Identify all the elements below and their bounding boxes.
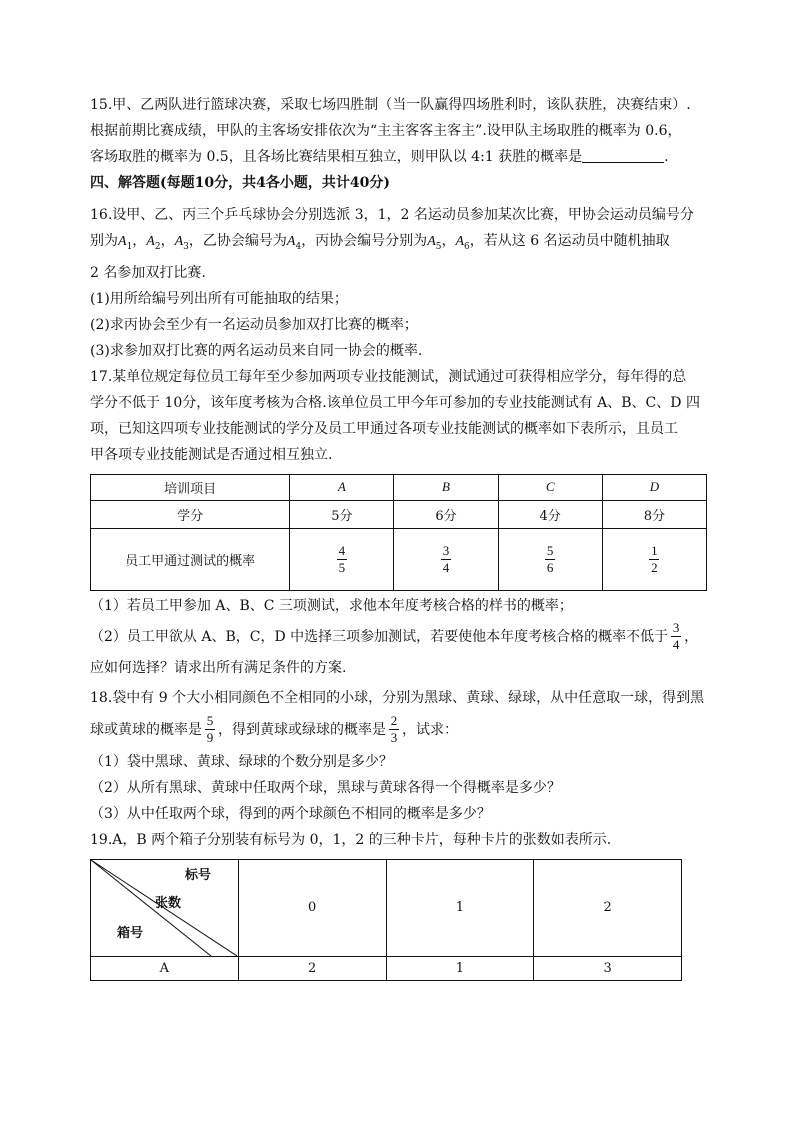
table-cell (602, 528, 706, 590)
q16-part-3: (3)求参加双打比赛的两名运动员来自同一协会的概率. (90, 342, 423, 359)
table-row (91, 528, 707, 590)
q15-line-3 (90, 144, 710, 170)
diagonal-header (91, 860, 238, 956)
fraction (389, 714, 399, 745)
table-header: D (602, 474, 706, 500)
fraction (441, 544, 451, 575)
sub-3: 3 (183, 241, 189, 252)
diag-label-top: 标号 (185, 867, 212, 883)
q17-part-2-cont: 应如何选择？请求出所有满足条件的方案. (90, 659, 347, 676)
table-header: 1 (386, 859, 534, 956)
q17-part-2-end: ， (684, 628, 699, 645)
sym-a: A (455, 234, 465, 249)
numerator: 5 (206, 713, 214, 729)
sym-a: A (118, 234, 127, 249)
denominator: 4 (672, 637, 680, 653)
diagonal-header-cell (91, 859, 239, 956)
sep: ， (132, 233, 147, 249)
sym-a: A (427, 234, 436, 249)
q15-line-3-text: 客场取胜的概率为 0.5，且各场比赛结果相互独立，则甲队以 4:1 获胜的概率是 (90, 149, 583, 165)
table-cell: 4分 (498, 500, 602, 528)
q16-line-3: 2 名参加双打比赛. (90, 264, 206, 281)
denominator: 5 (338, 559, 346, 575)
table-header: A (290, 474, 394, 500)
q18-part-3: （3）从中任取两个球，得到的两个球颜色不相同的概率是多少？ (90, 805, 491, 822)
denominator: 3 (390, 730, 398, 746)
sub-4: 4 (295, 241, 302, 252)
table-header: 2 (534, 859, 682, 956)
numerator: 3 (672, 620, 680, 636)
fraction (649, 544, 659, 575)
q17-line-3: 项，已知这四项专业技能测试的学分及员工甲通过各项专业技能测试的概率如下表所示，且员工 (90, 420, 678, 437)
q19-line-1: 19.A，B 两个箱子分别装有标号为 0，1，2 的三种卡片，每种卡片的张数如表所示. (90, 831, 612, 848)
sub-5: 5 (435, 241, 442, 252)
fraction (337, 544, 347, 575)
q17-line-2: 学分不低于 10分，该年度考核为合格.该单位员工甲今年可参加的专业技能测试有 A、B、C、D 四 (90, 394, 700, 411)
fraction (671, 621, 681, 652)
q17-part-2-text: （2）员工甲欲从 A、B，C，D 中选择三项参加测试，若要使他本年度考核合格的概率不低于 (90, 628, 669, 645)
sub-2: 2 (154, 241, 161, 252)
q16-line-2 (90, 228, 710, 260)
table-cell: 员工甲通过测试的概率 (91, 528, 290, 590)
q16-part-1: (1)用所给编号列出所有可能抽取的结果； (90, 290, 348, 307)
q18-text-a: 球或黄球的概率是 (90, 721, 202, 738)
q17-part-2 (90, 619, 710, 655)
denominator: 2 (651, 559, 658, 575)
table-cell (394, 528, 498, 590)
q16-text-c: ，丙协会编号分别为 (301, 233, 428, 249)
q16-text-a: 别为 (90, 233, 118, 249)
q15-line-3-end: . (664, 149, 669, 165)
fraction (545, 544, 555, 575)
table-cell: A (91, 956, 239, 980)
table-cell: 学分 (91, 500, 290, 528)
table-cell: 6分 (394, 500, 498, 528)
table-row (91, 956, 682, 980)
q17-line-1: 17.某单位规定每位员工每年至少参加两项专业技能测试，测试通过可获得相应学分，每年得的总 (90, 368, 687, 385)
table-header: 培训项目 (91, 474, 290, 500)
sym-a: A (286, 234, 296, 249)
q18-part-2: （2）从所有黑球、黄球中任取两个球，黑球与黄球各得一个得概率是多少？ (90, 779, 561, 796)
sep: ， (160, 233, 175, 249)
q17-part-1: （1）若员工甲参加 A、B、C 三项测试，求他本年度考核合格的样书的概率； (90, 597, 573, 614)
q18-line-1: 18.袋中有 9 个大小相同颜色不全相同的小球，分别为黑球、黄球、绿球，从中任意取一球，得到黑 (90, 689, 705, 706)
numerator: 5 (546, 542, 554, 558)
table-cell (290, 528, 394, 590)
table-cell: 2 (238, 956, 386, 980)
numerator: 2 (390, 713, 398, 729)
numerator: 3 (442, 542, 450, 558)
q19-table (90, 859, 682, 981)
q18-part-1: （1）袋中黑球、黄球、绿球的个数分别是多少？ (90, 753, 393, 770)
sym-a: A (174, 234, 184, 249)
sub-1: 1 (126, 241, 133, 252)
answer-blank (582, 148, 664, 163)
table-cell (498, 528, 602, 590)
q16-part-2: (2)求丙协会至少有一名运动员参加双打比赛的概率； (90, 316, 418, 333)
q17-line-4: 甲各项专业技能测试是否通过相互独立. (90, 446, 333, 463)
table-cell: 8分 (602, 500, 706, 528)
diag-label-bottom: 箱号 (117, 925, 144, 941)
q16-text-b: ，乙协会编号为 (188, 233, 287, 249)
denominator: 6 (546, 559, 554, 575)
exam-page (90, 92, 710, 981)
table-cell: 1 (386, 956, 534, 980)
table-cell: 3 (534, 956, 682, 980)
q16-line-1: 16.设甲、乙、丙三个乒乓球协会分别选派 3，1，2 名运动员参加某次比赛，甲协会运动员编号分 (90, 207, 694, 223)
diag-label-mid: 张数 (155, 895, 182, 911)
table-row (91, 474, 707, 500)
table-header: B (394, 474, 498, 500)
fraction (205, 714, 215, 745)
q18-text-c: ，试求： (402, 721, 458, 738)
denominator: 9 (206, 730, 214, 746)
table-row (91, 500, 707, 528)
q18-text-b: ，得到黄球或绿球的概率是 (218, 721, 386, 738)
sub-6: 6 (464, 241, 470, 252)
table-header: C (498, 474, 602, 500)
q16-text-d: ，若从这 6 名运动员中随机抽取 (469, 233, 670, 249)
q15-line-1: 15.甲、乙两队进行篮球决赛，采取七场四胜制（当一队赢得四场胜利时，该队获胜，决赛结束）. (90, 97, 691, 113)
table-header: 0 (238, 859, 386, 956)
q18-line-2 (90, 711, 710, 749)
denominator: 4 (442, 559, 450, 575)
sym-a: A (146, 234, 155, 249)
sep: ， (441, 233, 456, 249)
table-cell: 5分 (290, 500, 394, 528)
q17-table (90, 474, 707, 591)
section-heading: 四、解答题(每题10分，共4各小题，共计40分) (90, 175, 390, 191)
table-row (91, 859, 682, 956)
numerator: 1 (651, 542, 658, 558)
numerator: 4 (338, 542, 346, 558)
q15-line-2: 根据前期比赛成绩，甲队的主客场安排依次为“主主客客主客主”.设甲队主场取胜的概率为 0.6， (90, 123, 682, 139)
